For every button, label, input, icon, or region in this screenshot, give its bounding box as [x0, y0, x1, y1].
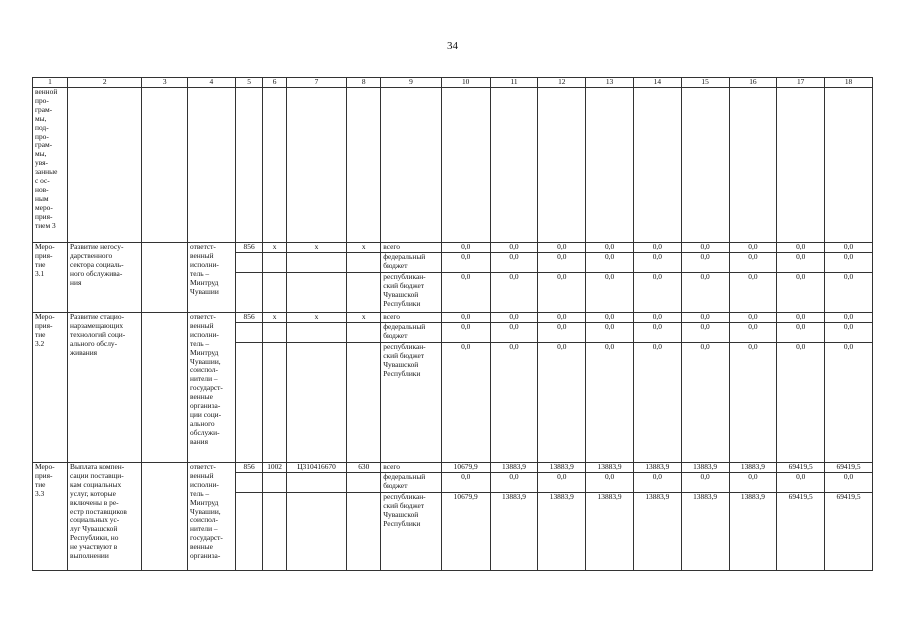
- continuation-row: [33, 88, 873, 243]
- code-expense-type: 630: [347, 463, 381, 473]
- table-cell: [263, 473, 286, 493]
- funding-value: 0,0: [729, 313, 777, 323]
- table-cell: [777, 88, 825, 243]
- table-body: [33, 88, 873, 571]
- funding-value: 0,0: [729, 323, 777, 343]
- funding-value: 0,0: [825, 243, 873, 253]
- header-cell: 9: [381, 78, 442, 88]
- code-section: x: [263, 313, 286, 323]
- table-cell: [286, 493, 347, 571]
- funding-value: 0,0: [777, 273, 825, 313]
- funding-value: 0,0: [681, 313, 729, 323]
- funding-value: 13883,9: [729, 463, 777, 473]
- table-cell: [286, 88, 347, 243]
- funding-value: 0,0: [729, 343, 777, 463]
- code-grbs: 856: [235, 313, 263, 323]
- funding-value: 0,0: [633, 253, 681, 273]
- funding-value: 69419,5: [777, 463, 825, 473]
- funding-value: 13883,9: [538, 463, 586, 473]
- funding-value: 10679,9: [441, 463, 490, 473]
- funding-value: 0,0: [729, 253, 777, 273]
- header-cell: 15: [681, 78, 729, 88]
- funding-value: 0,0: [825, 313, 873, 323]
- table-cell: [142, 463, 188, 571]
- table-row: [33, 313, 873, 323]
- code-grbs: 856: [235, 463, 263, 473]
- header-cell: 1: [33, 78, 68, 88]
- table-cell: [681, 88, 729, 243]
- funding-value: 0,0: [538, 243, 586, 253]
- funding-value: 0,0: [777, 343, 825, 463]
- table-cell: [347, 273, 381, 313]
- funding-value: 0,0: [490, 313, 538, 323]
- table-cell: [142, 88, 188, 243]
- funding-value: 0,0: [777, 253, 825, 273]
- table-cell: [68, 88, 142, 243]
- table-cell: [142, 313, 188, 463]
- funding-value: 0,0: [586, 343, 634, 463]
- funding-value: 69419,5: [777, 493, 825, 571]
- funding-value: 0,0: [825, 273, 873, 313]
- table-cell: [347, 88, 381, 243]
- funding-value: 0,0: [586, 323, 634, 343]
- funding-source: республикан- ский бюджет Чувашской Республики: [381, 273, 442, 313]
- table-cell: [263, 493, 286, 571]
- table-cell: [633, 88, 681, 243]
- table-cell: [263, 343, 286, 463]
- table-cell: [263, 88, 286, 243]
- table-cell: [263, 323, 286, 343]
- table-cell: [586, 88, 634, 243]
- code-target: Ц310416670: [286, 463, 347, 473]
- funding-value: 0,0: [490, 273, 538, 313]
- table-cell: [381, 88, 442, 243]
- activity-label: Меро- прия- тие 3.1: [33, 243, 68, 313]
- funding-value: 0,0: [490, 243, 538, 253]
- table-cell: [286, 323, 347, 343]
- funding-value: 0,0: [586, 313, 634, 323]
- code-target: x: [286, 243, 347, 253]
- activity-executor: ответст- венный исполни- тель – Минтруд Чувашии: [188, 243, 236, 313]
- funding-value: 69419,5: [825, 463, 873, 473]
- code-target: x: [286, 313, 347, 323]
- header-cell: 17: [777, 78, 825, 88]
- table-row: [33, 463, 873, 473]
- funding-value: 0,0: [729, 473, 777, 493]
- header-cell: 11: [490, 78, 538, 88]
- header-cell: 12: [538, 78, 586, 88]
- table-cell: [263, 253, 286, 273]
- funding-value: 0,0: [681, 473, 729, 493]
- funding-value: 10679,9: [441, 493, 490, 571]
- table-cell: [347, 343, 381, 463]
- table-cell: [347, 323, 381, 343]
- funding-source: всего: [381, 313, 442, 323]
- funding-value: 13883,9: [586, 493, 634, 571]
- funding-value: 0,0: [681, 253, 729, 273]
- funding-value: 0,0: [681, 343, 729, 463]
- table-cell: [490, 88, 538, 243]
- code-section: 1002: [263, 463, 286, 473]
- funding-source: республикан- ский бюджет Чувашской Республики: [381, 493, 442, 571]
- funding-value: 0,0: [538, 343, 586, 463]
- table-cell: [263, 273, 286, 313]
- funding-value: 0,0: [633, 243, 681, 253]
- funding-value: 0,0: [441, 473, 490, 493]
- table-cell: [347, 473, 381, 493]
- funding-value: 0,0: [538, 253, 586, 273]
- funding-source: федеральный бюджет: [381, 323, 442, 343]
- funding-value: 0,0: [777, 473, 825, 493]
- table-cell: [538, 88, 586, 243]
- code-section: x: [263, 243, 286, 253]
- table-cell: [235, 88, 263, 243]
- funding-value: 0,0: [441, 313, 490, 323]
- code-expense-type: x: [347, 243, 381, 253]
- activity-label: Меро- прия- тие 3.3: [33, 463, 68, 571]
- funding-value: 13883,9: [729, 493, 777, 571]
- code-grbs: 856: [235, 243, 263, 253]
- funding-value: 0,0: [441, 323, 490, 343]
- funding-source: республикан- ский бюджет Чувашской Республики: [381, 343, 442, 463]
- funding-value: 13883,9: [633, 493, 681, 571]
- funding-value: 0,0: [441, 273, 490, 313]
- table-cell: [235, 273, 263, 313]
- funding-value: 0,0: [825, 323, 873, 343]
- header-cell: 18: [825, 78, 873, 88]
- table-cell: [286, 273, 347, 313]
- table-cell: [441, 88, 490, 243]
- table-cell: [235, 343, 263, 463]
- table-cell: [142, 243, 188, 313]
- funding-value: 13883,9: [681, 463, 729, 473]
- page-number: 34: [447, 40, 458, 52]
- header-cell: 6: [263, 78, 286, 88]
- funding-value: 0,0: [777, 243, 825, 253]
- funding-source: всего: [381, 243, 442, 253]
- activity-executor: ответст- венный исполни- тель – Минтруд Чувашии, соиспол- нители – государст- венные организа-: [188, 463, 236, 571]
- funding-source: федеральный бюджет: [381, 473, 442, 493]
- funding-value: 0,0: [586, 273, 634, 313]
- table-cell: [235, 323, 263, 343]
- funding-value: 0,0: [825, 253, 873, 273]
- activity-name: Развитие стацио- нарзамещающих технологий соци- ального обслу- живания: [68, 313, 142, 463]
- header-cell: 13: [586, 78, 634, 88]
- continuation-text: венной про- грам- мы, под- про- грам- мы, увя- занные с ос- нов- ным меро- прия- тием 3: [33, 88, 68, 243]
- header-cell: 2: [68, 78, 142, 88]
- funding-value: 0,0: [538, 313, 586, 323]
- header-cell: 14: [633, 78, 681, 88]
- funding-value: 0,0: [538, 273, 586, 313]
- table-cell: [235, 473, 263, 493]
- funding-value: 13883,9: [538, 493, 586, 571]
- table-cell: [286, 473, 347, 493]
- header-cell: 8: [347, 78, 381, 88]
- funding-value: 0,0: [633, 473, 681, 493]
- header-cell: 16: [729, 78, 777, 88]
- funding-source: федеральный бюджет: [381, 253, 442, 273]
- funding-value: 0,0: [729, 273, 777, 313]
- funding-value: 13883,9: [490, 463, 538, 473]
- budget-table: [32, 77, 873, 571]
- header-cell: 5: [235, 78, 263, 88]
- funding-value: 0,0: [633, 313, 681, 323]
- table-cell: [729, 88, 777, 243]
- funding-value: 0,0: [633, 343, 681, 463]
- header-row: [33, 78, 873, 88]
- funding-value: 13883,9: [490, 493, 538, 571]
- header-cell: 7: [286, 78, 347, 88]
- funding-value: 0,0: [681, 323, 729, 343]
- funding-value: 0,0: [586, 253, 634, 273]
- funding-value: 0,0: [538, 323, 586, 343]
- funding-value: 0,0: [729, 243, 777, 253]
- table-row: [33, 243, 873, 253]
- funding-value: 0,0: [490, 473, 538, 493]
- funding-value: 0,0: [825, 473, 873, 493]
- funding-value: 0,0: [681, 273, 729, 313]
- funding-value: 0,0: [586, 473, 634, 493]
- funding-value: 0,0: [633, 273, 681, 313]
- activity-name: Развитие негосу- дарственного сектора социаль- ного обслужива- ния: [68, 243, 142, 313]
- funding-value: 0,0: [490, 253, 538, 273]
- table-cell: [286, 343, 347, 463]
- table-cell: [235, 493, 263, 571]
- funding-value: 0,0: [490, 323, 538, 343]
- funding-value: 0,0: [777, 313, 825, 323]
- header-cell: 3: [142, 78, 188, 88]
- funding-value: 0,0: [633, 323, 681, 343]
- funding-value: 69419,5: [825, 493, 873, 571]
- funding-value: 0,0: [441, 343, 490, 463]
- header-cell: 10: [441, 78, 490, 88]
- header-cell: 4: [188, 78, 236, 88]
- activity-name: Выплата компен- сации поставщи- кам социальных услуг, которые включены в ре- естр поставщиков социальных ус- луг Чувашской Республики, но не участвуют в выполнении: [68, 463, 142, 571]
- activity-executor: ответст- венный исполни- тель – Минтруд Чувашии, соиспол- нители – государст- венные организа- ции соци- ального обслужи- вания: [188, 313, 236, 463]
- funding-value: 0,0: [441, 243, 490, 253]
- funding-value: 0,0: [538, 473, 586, 493]
- activity-label: Меро- прия- тие 3.2: [33, 313, 68, 463]
- code-expense-type: x: [347, 313, 381, 323]
- funding-value: 0,0: [825, 343, 873, 463]
- table-cell: [347, 493, 381, 571]
- funding-value: 0,0: [490, 343, 538, 463]
- funding-value: 0,0: [586, 243, 634, 253]
- table-cell: [347, 253, 381, 273]
- funding-value: 0,0: [441, 253, 490, 273]
- funding-value: 13883,9: [633, 463, 681, 473]
- funding-source: всего: [381, 463, 442, 473]
- funding-value: 13883,9: [681, 493, 729, 571]
- funding-value: 0,0: [777, 323, 825, 343]
- table-cell: [188, 88, 236, 243]
- table-cell: [235, 253, 263, 273]
- funding-value: 0,0: [681, 243, 729, 253]
- table-cell: [825, 88, 873, 243]
- funding-value: 13883,9: [586, 463, 634, 473]
- table-cell: [286, 253, 347, 273]
